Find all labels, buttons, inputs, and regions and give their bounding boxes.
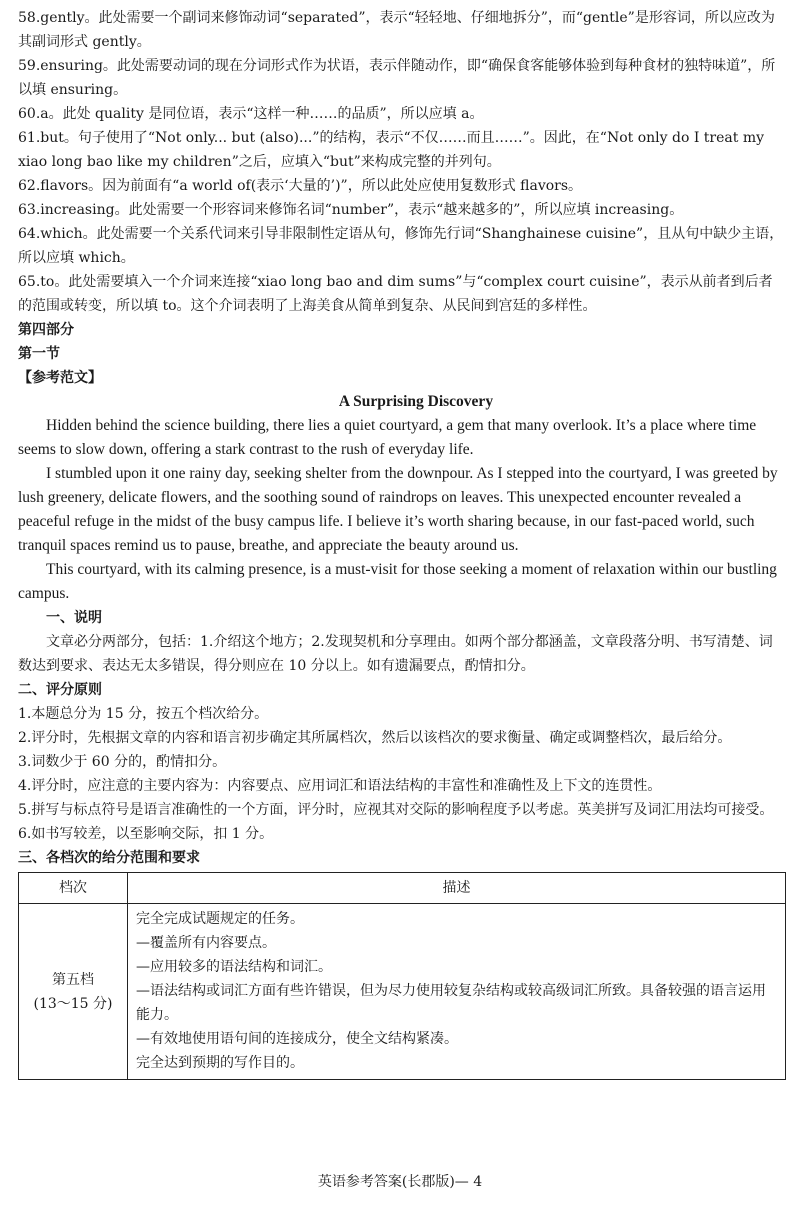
description-line: —覆盖所有内容要点。 [136, 935, 276, 951]
level-name: 第五档 [52, 971, 94, 988]
principle-text: 评分时，应注意的主要内容为：内容要点、应用词汇和语法结构的丰富性和准确性及上下文的连贯性。 [31, 778, 662, 794]
sample-essay [18, 390, 786, 606]
essay-paragraph: I stumbled upon it one rainy day, seeking shelter from the downpour. As I stepped into the courtyard, I was greeted by lush greenery, delicate flowers, and the soothing sound of raindrops on leaves. This unexpected encounter revealed a peaceful refuge in the midst of the busy campus life. I believe it’s worth sharing because, in our fast-paced world, such tranquil spaces remind us to pause, breathe, and appreciate the beauty around us. [18, 465, 778, 554]
principles-heading: 二、评分原则 [18, 682, 102, 698]
answer-item [18, 102, 786, 126]
answer-number: 58. [18, 10, 41, 26]
note-text: 文章必分两部分，包括：1.介绍这个地方；2.发现契机和分享理由。如两个部分都涵盖，文章段落分明、书写清楚、词数达到要求、表达无太多错误，得分则应在 10 分以上。如有遗漏要点，酌情扣分。 [18, 634, 773, 674]
sample-heading: 【参考范文】 [18, 370, 102, 386]
principle-text: 本题总分为 15 分，按五个档次给分。 [31, 706, 269, 722]
part-heading: 第四部分 [18, 322, 74, 338]
note-heading: 一、说明 [46, 610, 102, 626]
answer-item [18, 6, 786, 54]
essay-paragraph: This courtyard, with its calming presence, is a must-visit for those seeking a moment of relaxation within our bustling campus. [18, 561, 777, 602]
principle-number: 6. [18, 826, 32, 842]
answer-item [18, 222, 786, 270]
answer-item [18, 174, 786, 198]
description-line: 完全达到预期的写作目的。 [136, 1055, 304, 1071]
principle-item [18, 726, 786, 750]
answer-text: but。句子使用了“Not only... but (also)...”的结构，表示“不仅……而且……”。因此，在“Not only do I treat my xiao long bao like my children”之后，应填入“but”来构成完整的并列句。 [18, 130, 765, 170]
principle-item [18, 702, 786, 726]
answer-item [18, 54, 786, 102]
description-line: —应用较多的语法结构和词汇。 [136, 959, 332, 975]
principle-item [18, 822, 786, 846]
description-line: —语法结构或词汇方面有些许错误，但为尽力使用较复杂结构或较高级词汇所致。具备较强的语言运用能力。 [136, 983, 766, 1023]
section-heading: 第一节 [18, 346, 60, 362]
answer-text: a。此处 quality 是同位语，表示“这样一种……的品质”，所以应填 a。 [40, 106, 484, 122]
answer-number: 65. [18, 274, 41, 290]
essay-paragraph: Hidden behind the science building, there lies a quiet courtyard, a gem that many overlook. It’s a place where time seems to slow down, offering a stark contrast to the rush of everyday life. [18, 417, 757, 458]
level-cell [19, 904, 128, 1080]
scoring-table [18, 872, 786, 1080]
principle-number: 4. [18, 778, 32, 794]
page-footer: 英语参考答案(长郡版)— 4 [317, 1174, 483, 1190]
table-header-row [19, 873, 786, 904]
answer-item [18, 198, 786, 222]
principle-text: 如书写较差，以至影响交际，扣 1 分。 [31, 826, 274, 842]
principle-item [18, 774, 786, 798]
principle-item [18, 750, 786, 774]
principle-text: 拼写与标点符号是语言准确性的一个方面，评分时，应视其对交际的影响程度予以考虑。英美拼写及词汇用法均可接受。 [31, 802, 774, 818]
answer-number: 63. [18, 202, 41, 218]
answer-text: flavors。因为前面有“a world of(表示‘大量的’)”，所以此处应使用复数形式 flavors。 [40, 178, 583, 194]
answer-number: 61. [18, 130, 41, 146]
principle-number: 2. [18, 730, 32, 746]
description-line: —有效地使用语句间的连接成分，使全文结构紧凑。 [136, 1031, 458, 1047]
essay-title: A Surprising Discovery [338, 393, 494, 410]
answer-text: gently。此处需要一个副词来修饰动词“separated”，表示“轻轻地、仔细地拆分”，而“gentle”是形容词，所以应改为其副词形式 gently。 [18, 10, 775, 50]
answer-number: 59. [18, 58, 41, 74]
column-header-description: 描述 [128, 873, 786, 904]
principle-text: 评分时，先根据文章的内容和语言初步确定其所属档次，然后以该档次的要求衡量、确定或调整档次，最后给分。 [31, 730, 732, 746]
principle-number: 5. [18, 802, 32, 818]
description-line: 完全完成试题规定的任务。 [136, 911, 304, 927]
principle-item [18, 798, 786, 822]
principles-section [18, 678, 786, 846]
answer-number: 64. [18, 226, 41, 242]
note-section [18, 606, 786, 678]
answer-item [18, 126, 786, 174]
column-header-level: 档次 [19, 873, 128, 904]
answer-text: to。此处需要填入一个介词来连接“xiao long bao and dim sums”与“complex court cuisine”，表示从前者到后者的范围或转变，所以填 to。这个介词表明了上海美食从简单到复杂、从民间到宫廷的多样性。 [18, 274, 773, 314]
answer-text: ensuring。此处需要动词的现在分词形式作为状语，表示伴随动作，即“确保食客能够体验到每种食材的独特味道”，所以填 ensuring。 [18, 58, 776, 98]
principle-number: 3. [18, 754, 32, 770]
description-cell [128, 904, 786, 1080]
principle-number: 1. [18, 706, 32, 722]
principle-text: 词数少于 60 分的，酌情扣分。 [31, 754, 227, 770]
answer-number: 62. [18, 178, 41, 194]
answer-number: 60. [18, 106, 41, 122]
answer-item [18, 270, 786, 318]
answer-list [18, 6, 786, 318]
levels-heading: 三、各档次的给分范围和要求 [18, 850, 200, 866]
table-row [19, 904, 786, 1080]
answer-text: increasing。此处需要一个形容词来修饰名词“number”，表示“越来越多的”，所以应填 increasing。 [40, 202, 684, 218]
level-range: (13～15 分) [33, 995, 113, 1012]
page [18, 6, 786, 1080]
answer-text: which。此处需要一个关系代词来引导非限制性定语从句，修饰先行词“Shanghainese cuisine”，且从句中缺少主语，所以应填 which。 [18, 226, 784, 266]
